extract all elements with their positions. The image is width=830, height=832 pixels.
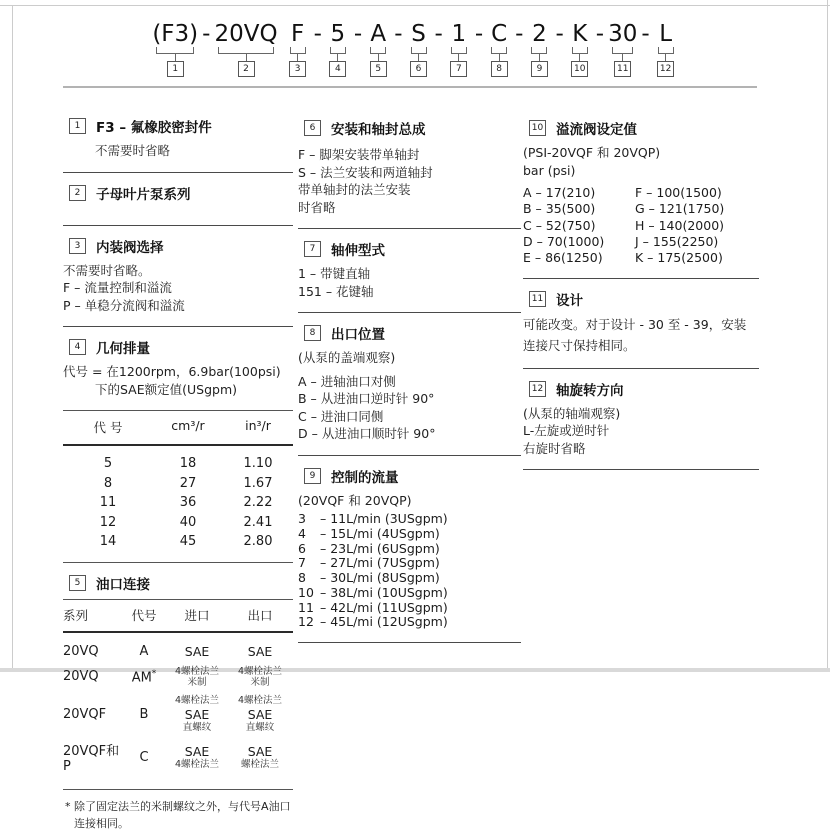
section-title: 油口连接 <box>96 573 150 593</box>
setting-value: F – 100(1500) <box>635 185 722 201</box>
item-code: 12 <box>298 615 320 630</box>
code-segment-text: 20VQ <box>214 22 277 46</box>
table-cell <box>167 695 227 733</box>
table-cell <box>227 666 293 689</box>
callout-number-box: 1 <box>167 61 184 77</box>
text-line: 代号 = 在1200rpm，6.9bar(100psi) <box>63 363 293 381</box>
item-code: 6 <box>298 542 320 557</box>
cell-line: 直螺纹 <box>167 722 227 733</box>
setting-row <box>523 250 759 266</box>
callout-number-box: 10 <box>571 61 588 77</box>
section-title: 几何排量 <box>96 337 150 357</box>
section-5-port-connections <box>63 573 293 832</box>
callout-number-box: 12 <box>657 61 674 77</box>
section-title: 出口位置 <box>331 323 385 343</box>
table-cell: 40 <box>153 513 223 533</box>
bracket <box>572 47 588 54</box>
table-header-row <box>63 411 293 446</box>
stem <box>297 54 298 61</box>
table-row <box>63 740 293 774</box>
table-cell <box>167 744 227 770</box>
table-cell: 2.22 <box>223 493 293 513</box>
code-segment-text: 5 <box>331 22 346 46</box>
model-code-segment <box>568 22 592 77</box>
section-header <box>69 337 293 357</box>
text-line: L-左旋或逆时针 <box>523 422 759 440</box>
model-code-segment <box>214 22 277 77</box>
section-number-box: 8 <box>304 325 321 341</box>
table-cell <box>227 744 293 770</box>
table-cell <box>121 707 167 722</box>
bracket <box>411 47 427 54</box>
section-header <box>69 183 293 203</box>
text-line: 右旋时省略 <box>523 440 759 458</box>
stem <box>337 54 338 61</box>
bracket <box>491 47 507 54</box>
section-number-box: 4 <box>69 339 86 355</box>
model-code-segment <box>487 22 511 77</box>
code-segment-text: 1 <box>451 22 466 46</box>
section-title: 子母叶片泵系列 <box>96 183 191 203</box>
section-7-shaft-type <box>298 239 521 313</box>
text-line: 不需要时省略 <box>95 142 293 160</box>
section-title: 设计 <box>556 289 583 309</box>
stem <box>458 54 459 61</box>
table-cell: 11 <box>63 493 153 513</box>
table-row <box>63 493 293 513</box>
code-separator: - <box>314 22 322 46</box>
model-code-segment <box>654 22 678 77</box>
stem <box>418 54 419 61</box>
column-2 <box>298 106 521 643</box>
item-text: – 30L/mi (8USgpm) <box>320 571 440 586</box>
table-cell: 1.67 <box>223 474 293 494</box>
stem <box>246 54 247 61</box>
column-header: 代 号 <box>63 418 153 436</box>
page-border-top <box>0 5 830 6</box>
code-segment-text: L <box>659 22 672 46</box>
section-title: 溢流阀设定值 <box>556 118 637 138</box>
bracket <box>330 47 346 54</box>
stem <box>175 54 176 61</box>
list-item <box>298 586 521 601</box>
code-separator: - <box>515 22 523 46</box>
section-8-outlet-position <box>298 323 521 456</box>
list-item <box>298 527 521 542</box>
section-title: 安装和轴封总成 <box>331 118 426 138</box>
section-11-design <box>523 289 759 369</box>
stem <box>499 54 500 61</box>
item-text: – 23L/mi (6USgpm) <box>320 542 440 557</box>
callout-number-box: 4 <box>329 61 346 77</box>
code-segment-text: S <box>411 22 426 46</box>
table-cell: 18 <box>153 454 223 474</box>
cell-line: SAE <box>167 644 227 659</box>
section-number-box: 5 <box>69 575 86 591</box>
setting-row <box>523 185 759 201</box>
table-cell: 45 <box>153 532 223 552</box>
stem <box>378 54 379 61</box>
section-header <box>304 118 521 138</box>
text-line: 下的SAE额定值(USgpm) <box>95 381 293 399</box>
section-title: 轴旋转方向 <box>556 379 624 399</box>
displacement-table <box>63 410 293 563</box>
setting-value: B – 35(500) <box>523 201 635 217</box>
column-header: 代号 <box>121 606 167 624</box>
table-cell: 14 <box>63 532 153 552</box>
section-header <box>304 323 521 343</box>
bracket <box>612 47 633 54</box>
text-line: D – 从进油口顺时针 90° <box>298 425 521 443</box>
section-title: 控制的流量 <box>331 466 399 486</box>
table-row <box>63 644 293 659</box>
table-cell: 27 <box>153 474 223 494</box>
code-text: AM <box>132 670 152 685</box>
table-cell: 5 <box>63 454 153 474</box>
callout-number-box: 11 <box>614 61 631 77</box>
section-12-rotation-direction <box>523 379 759 471</box>
model-code-segment <box>527 22 551 77</box>
item-text: – 38L/mi (10USgpm) <box>320 586 448 601</box>
section-header <box>69 573 293 593</box>
section-title: 内装阀选择 <box>96 236 164 256</box>
section-number-box: 3 <box>69 238 86 254</box>
callout-number-box: 3 <box>289 61 306 77</box>
table-footnote <box>63 799 293 832</box>
table-row <box>63 513 293 533</box>
model-code-segment <box>447 22 471 77</box>
table-row <box>63 532 293 552</box>
section-header <box>69 116 293 136</box>
list-item <box>298 512 521 527</box>
text-line: F – 流量控制和溢流 <box>63 279 293 297</box>
list-item <box>298 542 521 557</box>
code-segment-text: A <box>370 22 386 46</box>
model-code-segment <box>366 22 390 77</box>
callout-number-box: 5 <box>370 61 387 77</box>
text-line: (从泵的盖端观察) <box>298 349 521 367</box>
setting-value: D – 70(1000) <box>523 234 635 250</box>
model-code-segment <box>152 22 198 77</box>
item-code: 11 <box>298 601 320 616</box>
stem <box>622 54 623 61</box>
code-separator: - <box>475 22 483 46</box>
cell-line: 4螺栓法兰 <box>167 695 227 706</box>
column-header: in³/r <box>223 418 293 436</box>
cell-line: 4螺栓法兰 <box>167 666 227 677</box>
setting-value: K – 175(2500) <box>635 250 723 266</box>
code-text: B <box>140 707 149 722</box>
cell-line: 直螺纹 <box>227 722 293 733</box>
section-1-seals <box>63 116 293 173</box>
text-line: A – 进轴油口对侧 <box>298 373 521 391</box>
port-connection-table <box>63 599 293 791</box>
model-code-callout <box>0 22 830 77</box>
page-border-left <box>12 5 13 668</box>
column-header: 系列 <box>63 606 121 624</box>
section-title: F3 – 氟橡胶密封件 <box>96 116 212 136</box>
cell-line: 4螺栓法兰 <box>227 695 293 706</box>
bracket <box>658 47 674 54</box>
callout-number-box: 7 <box>450 61 467 77</box>
setting-value: H – 140(2000) <box>635 218 724 234</box>
setting-row <box>523 234 759 250</box>
table-cell <box>167 666 227 689</box>
list-item <box>298 601 521 616</box>
column-header: cm³/r <box>153 418 223 436</box>
cell-line: 米制 <box>227 677 293 688</box>
callout-number-box: 2 <box>238 61 255 77</box>
code-segment-text: 2 <box>532 22 547 46</box>
section-header <box>529 379 759 399</box>
table-row <box>63 474 293 494</box>
list-item <box>298 571 521 586</box>
column-header: 进口 <box>167 606 227 624</box>
text-line: (20VQF 和 20VQP) <box>298 492 521 510</box>
code-separator: - <box>394 22 402 46</box>
text-line: 1 – 带键直轴 <box>298 265 521 283</box>
table-cell: 2.41 <box>223 513 293 533</box>
table-cell <box>121 669 167 685</box>
cell-line: 4螺栓法兰 <box>167 759 227 770</box>
code-segment-text: K <box>572 22 587 46</box>
code-separator: - <box>202 22 210 46</box>
text-line: (从泵的轴端观察) <box>523 405 759 423</box>
code-text: A <box>140 644 149 659</box>
text-line: P – 单稳分流阀和溢流 <box>63 297 293 315</box>
footnote-line: * 除了固定法兰的米制螺纹之外，与代号A油口 <box>65 799 293 816</box>
bracket <box>531 47 547 54</box>
column-1 <box>63 106 293 832</box>
table-cell <box>227 644 293 659</box>
footnote-marker: * <box>152 669 157 679</box>
text-line: F – 脚架安装带单轴封 <box>298 146 521 164</box>
table-body <box>63 446 293 563</box>
page-border-right <box>827 0 828 672</box>
code-separator: - <box>555 22 563 46</box>
setting-row <box>523 201 759 217</box>
model-code-segment <box>286 22 310 77</box>
table-cell <box>121 644 167 659</box>
cell-line: 4螺栓法兰 <box>227 666 293 677</box>
section-title: 轴伸型式 <box>331 239 385 259</box>
stem <box>665 54 666 61</box>
section-number-box: 1 <box>69 118 86 134</box>
item-text: – 15L/mi (4USgpm) <box>320 527 440 542</box>
setting-row <box>523 218 759 234</box>
text-line: B – 从进油口逆时针 90° <box>298 390 521 408</box>
bracket <box>156 47 194 54</box>
callout-number-box: 8 <box>491 61 508 77</box>
stem <box>539 54 540 61</box>
item-text: – 27L/mi (7USgpm) <box>320 556 440 571</box>
stem <box>579 54 580 61</box>
column-3 <box>523 106 759 470</box>
section-4-displacement <box>63 337 293 563</box>
section-header <box>304 466 521 486</box>
table-cell: 1.10 <box>223 454 293 474</box>
table-cell: 20VQ <box>63 669 121 684</box>
list-item <box>298 615 521 630</box>
cell-line: 螺栓法兰 <box>227 759 293 770</box>
section-number-box: 2 <box>69 185 86 201</box>
table-cell: 36 <box>153 493 223 513</box>
bracket <box>218 47 273 54</box>
setting-value: J – 155(2250) <box>635 234 718 250</box>
text-line: bar (psi) <box>523 162 759 180</box>
text-line: S – 法兰安装和两道轴封 <box>298 164 521 182</box>
section-10-relief-valve-settings <box>523 118 759 279</box>
item-text: – 45L/mi (12USgpm) <box>320 615 448 630</box>
item-text: – 11L/min (3USgpm) <box>320 512 448 527</box>
section-9-controlled-flow <box>298 466 521 644</box>
text-line: C – 进油口同侧 <box>298 408 521 426</box>
table-cell <box>167 644 227 659</box>
table-cell: 2.80 <box>223 532 293 552</box>
cell-line: SAE <box>227 707 293 722</box>
text-line: (PSI-20VQF 和 20VQP) <box>523 144 759 162</box>
bracket <box>370 47 386 54</box>
text-line: 不需要时省略。 <box>63 262 293 280</box>
code-segment-text: (F3) <box>152 22 198 46</box>
model-code-segment <box>608 22 637 77</box>
section-header <box>529 118 759 138</box>
cell-line: SAE <box>227 644 293 659</box>
setting-value: E – 86(1250) <box>523 250 635 266</box>
section-number-box: 12 <box>529 381 546 397</box>
code-segment-text: F <box>291 22 304 46</box>
section-header <box>69 236 293 256</box>
cell-line: SAE <box>167 707 227 722</box>
code-separator: - <box>354 22 362 46</box>
callout-number-box: 9 <box>531 61 548 77</box>
text-line: 连接尺寸保持相同。 <box>523 336 759 356</box>
section-number-box: 11 <box>529 291 546 307</box>
section-3-valve-option <box>63 236 293 328</box>
section-header <box>304 239 521 259</box>
code-text: C <box>139 750 148 765</box>
table-body <box>63 633 293 791</box>
table-cell: 20VQF <box>63 707 121 722</box>
section-number-box: 9 <box>304 468 321 484</box>
item-text: – 42L/mi (11USgpm) <box>320 601 448 616</box>
code-separator: - <box>435 22 443 46</box>
code-separator: - <box>641 22 649 46</box>
bracket <box>451 47 467 54</box>
item-code: 3 <box>298 512 320 527</box>
section-number-box: 7 <box>304 241 321 257</box>
table-cell <box>227 695 293 733</box>
list-item <box>298 556 521 571</box>
cell-line: 米制 <box>167 677 227 688</box>
text-line: 带单轴封的法兰安装 <box>298 181 521 199</box>
setting-value: C – 52(750) <box>523 218 635 234</box>
item-code: 7 <box>298 556 320 571</box>
text-line: 时省略 <box>298 199 521 217</box>
section-2-pump-series <box>63 183 293 226</box>
table-row <box>63 666 293 689</box>
callout-number-box: 6 <box>410 61 427 77</box>
footnote-line: 连接相同。 <box>65 816 293 832</box>
cell-line: SAE <box>167 744 227 759</box>
bracket <box>290 47 306 54</box>
item-code: 8 <box>298 571 320 586</box>
item-code: 4 <box>298 527 320 542</box>
header-divider <box>63 86 757 88</box>
item-code: 10 <box>298 586 320 601</box>
section-6-mounting-seal <box>298 118 521 229</box>
text-line: 151 – 花键轴 <box>298 283 521 301</box>
setting-value: G – 121(1750) <box>635 201 724 217</box>
table-cell: 8 <box>63 474 153 494</box>
setting-value: A – 17(210) <box>523 185 635 201</box>
table-cell: 20VQF和P <box>63 740 121 774</box>
section-number-box: 10 <box>529 120 546 136</box>
model-code-segment <box>407 22 431 77</box>
column-header: 出口 <box>227 606 293 624</box>
code-segment-text: C <box>491 22 507 46</box>
table-cell: 20VQ <box>63 644 121 659</box>
section-number-box: 6 <box>304 120 321 136</box>
table-row <box>63 454 293 474</box>
table-header-row <box>63 600 293 633</box>
code-separator: - <box>596 22 604 46</box>
text-line: 可能改变。对于设计 - 30 至 - 39，安装 <box>523 315 759 335</box>
model-code-segment <box>326 22 350 77</box>
cell-line: SAE <box>227 744 293 759</box>
table-cell <box>121 750 167 765</box>
section-header <box>529 289 759 309</box>
table-row <box>63 695 293 733</box>
code-segment-text: 30 <box>608 22 637 46</box>
table-cell: 12 <box>63 513 153 533</box>
